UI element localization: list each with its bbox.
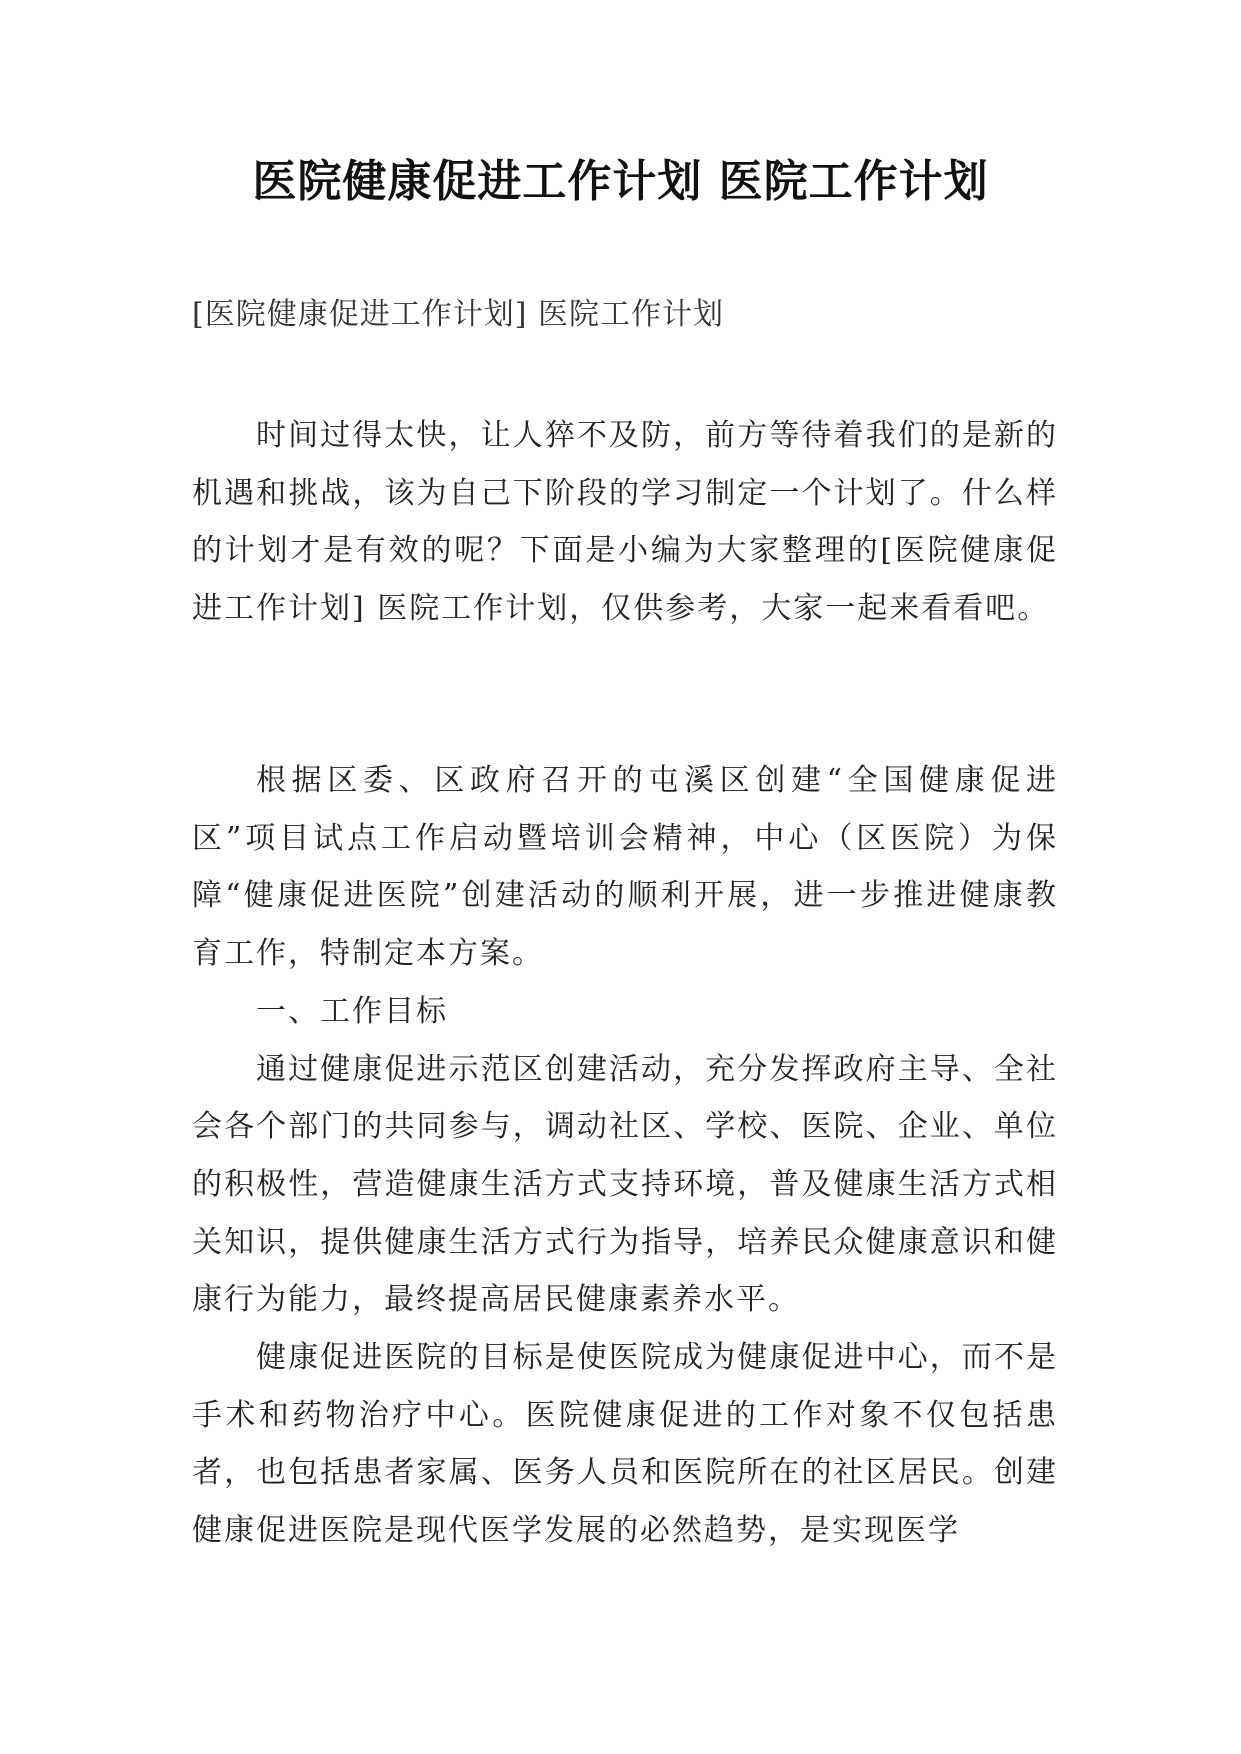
main-section: [192, 752, 1058, 1560]
document-title: 医院健康促进工作计划 医院工作计划: [252, 156, 989, 207]
intro-paragraph: 时间过得太快，让人猝不及防，前方等待着我们的是新的机遇和挑战，该为自己下阶段的学习制定一个计划了。什么样的计划才是有效的呢？下面是小编为大家整理的[医院健康促进工作计划] 医院工作计划，仅供参考，大家一起来看看吧。: [192, 418, 1058, 627]
section-heading-goals: 一、工作目标: [256, 993, 448, 1029]
body-paragraph: 通过健康促进示范区创建活动，充分发挥政府主导、全社会各个部门的共同参与，调动社区、学校、医院、企业、单位的积极性，营造健康生活方式支持环境，普及健康生活方式相关知识，提供健康生活方式行为指导，培养民众健康意识和健康行为能力，最终提高居民健康素养水平。: [192, 1051, 1058, 1318]
body-paragraph: 根据区委、区政府召开的屯溪区创建“全国健康促进区”项目试点工作启动暨培训会精神，中心（区医院）为保障“健康促进医院”创建活动的顺利开展，进一步推进健康教育工作，特制定本方案。: [192, 763, 1058, 972]
body-paragraph: 健康促进医院的目标是使医院成为健康促进中心，而不是手术和药物治疗中心。医院健康促进的工作对象不仅包括患者，也包括患者家属、医务人员和医院所在的社区居民。创建健康促进医院是现代医学发展的必然趋势，是实现医学: [192, 1340, 1058, 1549]
document-subtitle: [医院健康促进工作计划] 医院工作计划: [192, 297, 724, 332]
intro-section: [192, 407, 1058, 638]
